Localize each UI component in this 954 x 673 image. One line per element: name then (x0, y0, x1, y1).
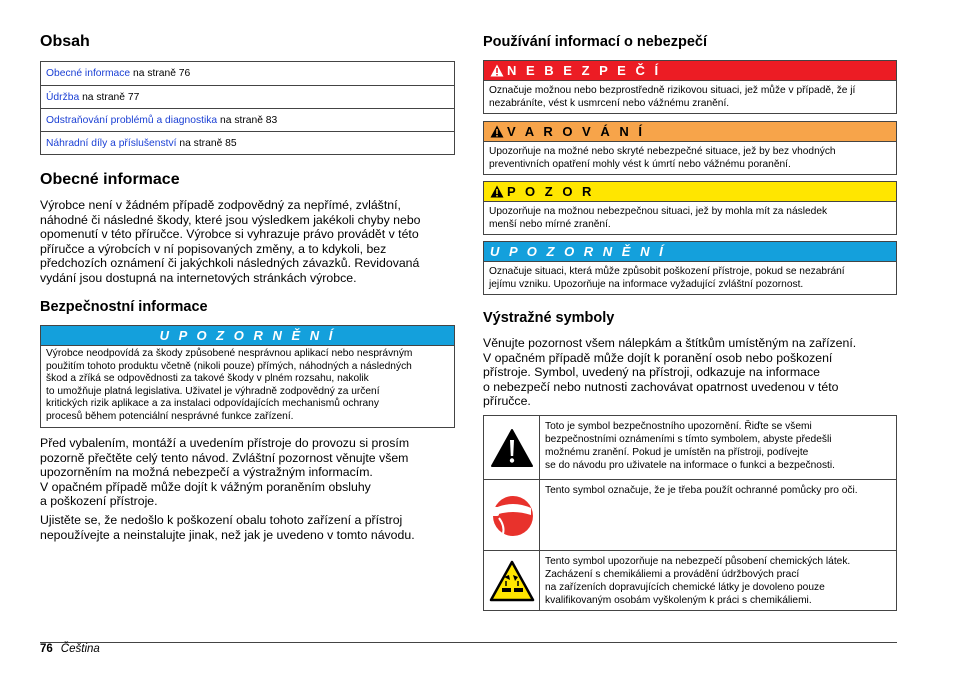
text-line: Výrobce není v žádném případě zodpovědný za nepřímé, zvláštní, (40, 198, 401, 212)
text-line: použitím tohoto produktu včetně (nikoli pouze) přímých, náhodných a následných (46, 360, 412, 372)
text-line: Označuje možnou nebo bezprostředně rizikovou situaci, jež může v případě, že jí (489, 85, 856, 96)
text-line: o nebezpečí nebo nutnosti zachovávat opatrnost uvedenou v této (483, 379, 839, 394)
danger-box (483, 60, 897, 114)
text-line: možnému zranění. Pokud je umístěn na přístroji, podívejte (545, 447, 809, 458)
notice-title-right: U P O Z O R N Ě N Í (484, 242, 896, 262)
toc-page: na straně 77 (79, 92, 140, 103)
text-line: upozorněním na možná nebezpečí a výstražným informacím. (40, 465, 373, 480)
toc-page: na straně 85 (176, 138, 237, 149)
toc-row (41, 131, 454, 154)
text-line: vydání jsou dostupná na internetových stránkách výrobce. (40, 270, 357, 285)
text-line: a poškození přístroje. (40, 494, 158, 509)
general-heading: Obecné informace (40, 171, 180, 188)
warning-box (483, 121, 897, 175)
symbol-row (484, 416, 896, 479)
text-line: škod a zříká se odpovědnosti za takové škody v plném rozsahu, nakolik (46, 373, 369, 385)
text-line: nezabráníte, vést k usmrcení nebo vážnému zranění. (489, 98, 730, 109)
footer-divider (40, 642, 897, 643)
symbol-row (484, 479, 896, 550)
toc-page: na straně 83 (217, 115, 278, 126)
warning-triangle-icon (490, 185, 504, 198)
text-line: příručce a výrobcích v ní popisovaných změny, a to kdykoli, bez (40, 241, 387, 256)
text-line: bezpečnostními oznámeními s tímto symbolem, abyste předešli (545, 434, 832, 445)
caution-box (483, 181, 897, 235)
page-footer (40, 643, 100, 655)
toc-row (41, 85, 454, 108)
footer-language: Čeština (60, 643, 100, 655)
text-line: Označuje situaci, která může způsobit poškození přístroje, pokud se nezabrání (489, 266, 845, 277)
symbol-description (540, 416, 896, 479)
toc-heading: Obsah (40, 33, 90, 50)
text-line: se do návodu pro uživatele na informace o funkci a bezpečnosti. (545, 460, 835, 471)
text-line: Výrobce neodpovídá za škody způsobené nesprávnou aplikací nebo nesprávným (46, 348, 413, 359)
caution-title-text: P O Z O R (507, 184, 595, 199)
text-line: příručce. (483, 394, 531, 409)
notice-body (41, 346, 454, 427)
text-line: Ujistěte se, že nedošlo k poškození obalu tohoto zařízení a přístroj (40, 513, 403, 527)
warning-triangle-icon (490, 64, 504, 77)
danger-title (484, 61, 896, 81)
text-line: Věnujte pozornost všem nálepkám a štítkům umístěným na zařízení. (483, 336, 857, 350)
warning-title (484, 122, 896, 142)
text-line: Zacházení s chemikáliemi a provádění údržbových prací (545, 569, 800, 580)
general-paragraph (40, 198, 460, 286)
warning-title-text: V A R O V Á N Í (507, 124, 645, 139)
text-line: kvalifikovaným osobám vyškoleným k práci s chemikáliemi. (545, 595, 812, 606)
caution-body (484, 202, 896, 234)
toc-link[interactable]: Náhradní díly a příslušenství (46, 138, 177, 149)
symbols-heading: Výstražné symboly (483, 310, 615, 326)
text-line: menší nebo mírné zranění. (489, 219, 611, 230)
symbols-paragraph (483, 336, 897, 409)
text-line: Tento symbol označuje, že je třeba použít ochranné pomůcky pro oči. (545, 485, 858, 496)
text-line: Toto je symbol bezpečnostního upozornění. Řiďte se všemi (545, 421, 812, 432)
text-line: přístroje. Symbol, uvedený na přístroji, odkazuje na informace (483, 365, 820, 380)
toc-link[interactable]: Obecné informace (46, 68, 131, 79)
warning-triangle-icon (490, 125, 504, 138)
text-line: preventivních opatření mohly vést k úmrtí nebo vážnému poranění. (489, 159, 791, 170)
toc-row (41, 62, 454, 85)
toc-table (40, 61, 455, 155)
packaging-paragraph (40, 513, 460, 542)
warning-triangle-icon (484, 416, 540, 479)
text-line: jejímu vzniku. Upozorňuje na informace vyžadující zvláštní pozornost. (489, 279, 804, 290)
protective-goggles-icon (484, 480, 540, 550)
danger-body (484, 81, 896, 113)
symbols-table (483, 415, 897, 611)
toc-row (41, 108, 454, 131)
text-line: Upozorňuje na možné nebo skryté nebezpečné situace, jež by bez vhodných (489, 146, 836, 157)
text-line: na zařízeních dopravujících chemické látky je dovoleno pouze (545, 582, 825, 593)
text-line: pozorně přečtěte celý tento návod. Zvláštní pozornost věnujte všem (40, 450, 409, 465)
text-line: Tento symbol upozorňuje na nebezpečí působení chemických látek. (545, 556, 851, 567)
safety-heading: Bezpečnostní informace (40, 299, 208, 315)
toc-link[interactable]: Údržba (46, 92, 80, 103)
text-line: procesů během potenciální nesprávné funkce zařízení. (46, 410, 294, 422)
text-line: to umožňuje platná legislativa. Uživatel je výhradně zodpovědný za určení (46, 385, 380, 397)
text-line: kritických rizik aplikace a za instalaci odpovídajících mechanismů ochrany (46, 398, 379, 410)
symbol-description (540, 480, 896, 550)
text-line: opomenutí v této příručce. Výrobce si vyhrazuje právo provádět v této (40, 227, 419, 242)
notice-box (40, 325, 455, 428)
hazard-heading: Používání informací o nebezpečí (483, 34, 707, 50)
text-line: Upozorňuje na možnou nebezpečnou situaci, jež by mohla mít za následek (489, 206, 828, 217)
toc-page: na straně 76 (130, 68, 191, 79)
notice-title: U P O Z O R N Ě N Í (41, 326, 454, 346)
notice-box-right (483, 241, 897, 295)
text-line: Před vybalením, montáží a uvedením přístroje do provozu si prosím (40, 436, 410, 450)
symbol-description (540, 551, 896, 610)
intro-paragraph (40, 436, 460, 509)
notice-body-right (484, 262, 896, 294)
caution-title (484, 182, 896, 202)
page-number: 76 (40, 643, 53, 655)
symbol-row (484, 550, 896, 610)
corrosive-chemical-icon (484, 551, 540, 610)
text-line: V opačném případě může dojít k poranění osob nebo poškození (483, 350, 833, 365)
text-line: předchozích oznámení či jakýchkoli následných závazků. Revidovaná (40, 256, 420, 271)
text-line: náhodné či následné škody, které jsou výsledkem jakékoli chyby nebo (40, 212, 421, 227)
toc-link[interactable]: Odstraňování problémů a diagnostika (46, 115, 218, 126)
text-line: nepoužívejte a neinstalujte jinak, než jak je uvedeno v tomto návodu. (40, 527, 415, 542)
warning-body (484, 142, 896, 174)
text-line: V opačném případě může dojít k vážným poraněním obsluhy (40, 479, 371, 494)
danger-title-text: N E B E Z P E Č Í (507, 63, 662, 78)
